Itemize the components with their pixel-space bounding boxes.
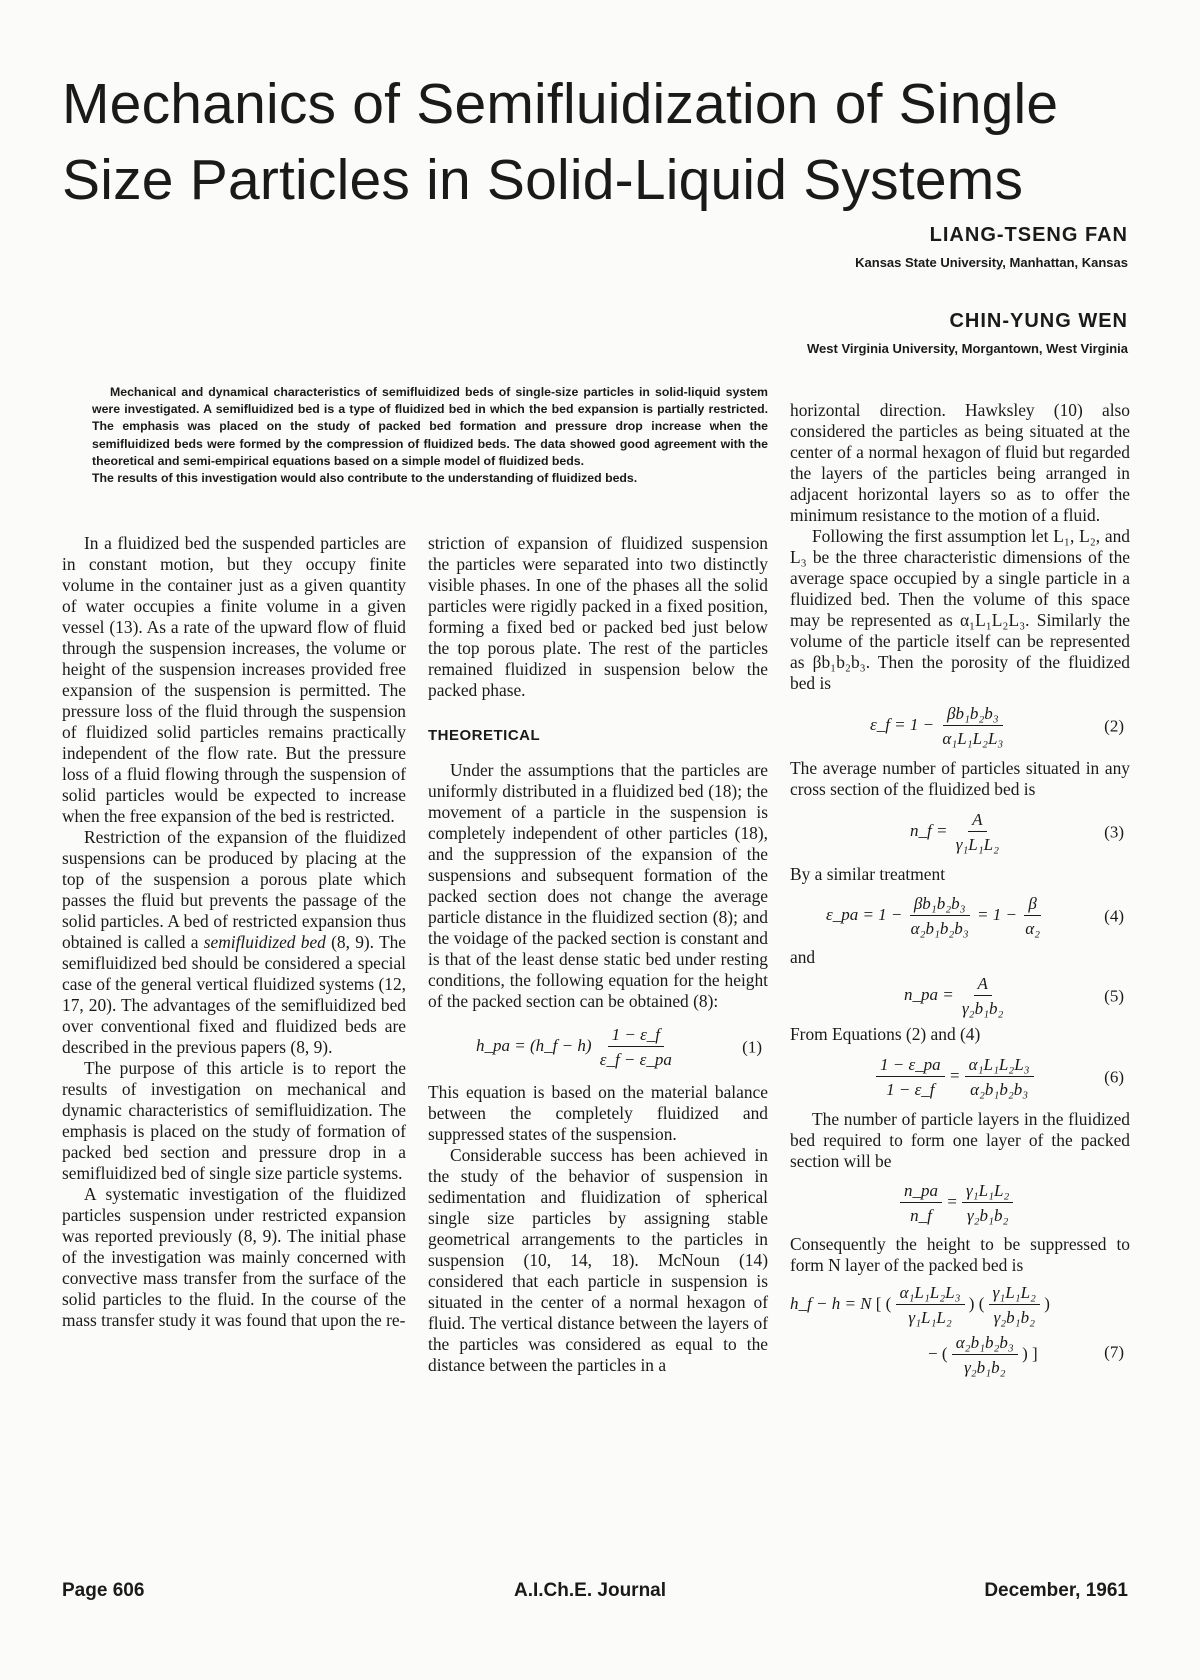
paragraph: Consequently the height to be suppressed to form N layer of the packed bed is — [790, 1234, 1130, 1275]
section-heading: THEORETICAL — [428, 727, 541, 744]
equation-1: h_pa = (h_f − h) $\frac{1 - \varepsilon\_f}{\varepsilon\_f - \varepsilon\_pa}$ (1) — [476, 1025, 762, 1069]
equation-6: $\frac{1 - \varepsilon\_pa}{1 - \varepsilon\_f}$ = $\frac{\text{α₁L₁L₂L₃}}{\text{α₂b₁b₂b₃}}$ (6) — [790, 1045, 1130, 1109]
paragraph: Restriction of the expansion of the fluidized suspensions can be produced by placing at the top of the suspension a porous plate which passes the fluid but prevents the passage of the solid particles. A bed of restricted expansion thus obtained is called a semifluidized bed (8, 9). The semifluidized bed should be considered a special case of the general vertical fluidized systems (12, 17, 20). The advantages of the semifluidized bed over conventional fixed and fluidized beds are described in the previous papers (8, 9). — [62, 827, 407, 1057]
column-1 — [62, 533, 406, 1331]
abstract — [92, 384, 768, 487]
paragraph: The average number of particles situated in any cross section of the fluidized bed is — [790, 758, 1130, 799]
author-affiliation: Kansas State University, Manhattan, Kansas — [855, 255, 1128, 270]
abstract-main: Mechanical and dynamical characteristics of semifluidized beds of single-size particles in solid-liquid system were investigated. A semifluidized bed is a type of fluidized bed in which the bed expansion is partially restricted. The emphasis was placed on the study of packed bed formation and pressure drop increase when the semifluidized beds were formed by the compression of fluidized beds. The data showed good agreement with the theoretical and semi-empirical equations based on a simple model of fluidized beds. — [92, 385, 768, 468]
abstract-last: The results of this investigation would also contribute to the understanding of fluidized beds. — [92, 471, 638, 486]
paragraph: Under the assumptions that the particles are uniformly distributed in a fluidized bed (18); the movement of a particle in the suspension is completely independent of other particles (18), and the suppression of the expansion of the suspensions and subsequent formation of the packed section does not change the average particle distance in the fluidized section (8); and the voidage of the packed section is constant and is that of the least dense static bed under resting conditions, the following equation for the height of the packed section can be obtained (8): — [428, 760, 768, 1011]
paragraph: Following the first assumption let L₁, L₂, and L₃ be the three characteristic dimensions of the average space occupied by a single particle in a fluidized bed. Then the volume of this space may be represented as α₁L₁L₂L₃. Similarly the volume of the particle itself can be represented as βb₁b₂b₃. Then the porosity of the fluidized bed is — [790, 526, 1130, 693]
issue-date: December, 1961 — [984, 1580, 1128, 1601]
paragraph: This equation is based on the material balance between the completely fluidized and suppressed states of the suspension. — [428, 1082, 768, 1144]
paragraph: From Equations (2) and (4) — [790, 1024, 981, 1044]
paragraph: Considerable success has been achieved in the study of the behavior of suspension in sedimentation and fluidization of spherical single size particles by assigning stable geometrical arrangements to the particles in suspension (10, 14, 18). McNoun (14) considered that each particle in suspension is situated in the center of a normal hexagon of fluid. The vertical distance between the layers of the particles was considered as equal to the distance between the particles in a — [428, 1145, 768, 1375]
paragraph: striction of expansion of fluidized suspension the particles were separated into two distinctly visible phases. In one of the phases all the solid particles were rigidly packed in a fixed position, forming a fixed bed or packed bed just below the top porous plate. The rest of the particles remained fluidized in suspension below the packed phase. — [428, 533, 768, 700]
equation-7: h_f − h = N [ ( $\frac{\text{α₁L₁L₂L₃}}{\text{γ₁L₁L₂}}$ ) ( $\frac{\text{γ₁L₁L₂}}{\text{γ₂b₁b₂}}$ ) − ( $\frac{\text{α₂b₁b₂b₃}}{\text{γ₂b₁b₂}}$ ) ] (7) — [790, 1283, 1124, 1377]
journal-name: A.I.Ch.E. Journal — [514, 1580, 667, 1601]
paragraph: By a similar treatment — [790, 864, 946, 884]
equation-4: ε_pa = 1 − $\frac{\text{βb₁b₂b₃}}{\text{α₂b₁b₂b₃}}$ = 1 − $\frac{\beta}{\text{α₂}}$ (4) — [826, 894, 1124, 938]
equation-5: n_pa = $\frac{A}{\text{γ₂b₁b₂}}$ (5) — [904, 974, 1124, 1018]
page-number: Page 606 — [62, 1580, 145, 1601]
paragraph: In a fluidized bed the suspended particles are in constant motion, but they occupy finite volume in the container just as a given quantity of water occupies a finite volume in a given vessel (13). As a rate of the upward flow of fluid through the suspension increases, the volume or height of the suspension increases provided free expansion of the suspension is permitted. The pressure loss of the fluid through the suspension of fluidized solid particles remains practically independent of the flow rate. But the pressure loss of a fluid flowing through the suspension of solid particles would be expected to increase when the free expansion of the bed is restricted. — [62, 533, 406, 826]
equation-2: ε_f = 1 − $\frac{\text{βb₁b₂b₃}}{\text{α₁L₁L₂L₃}}$ (2) — [870, 704, 1124, 748]
article-title: Mechanics of Semifluidization of Single Size Particles in Solid-Liquid Systems — [62, 72, 1059, 212]
paragraph: The number of particle layers in the fluidized bed required to form one layer of the packed section will be — [790, 1109, 1130, 1171]
author-name: LIANG-TSENG FAN — [929, 224, 1128, 246]
author-name: CHIN-YUNG WEN — [949, 310, 1128, 332]
equation-3: n_f = $\frac{A}{\text{γ₁L₁L₂}}$ (3) — [910, 810, 1124, 854]
author-affiliation: West Virginia University, Morgantown, West Virginia — [807, 341, 1128, 356]
paragraph: A systematic investigation of the fluidized particles suspension under restricted expansion was reported previously (8, 9). The initial phase of the investigation was mainly concerned with convective mass transfer from the surface of the solid particles to the fluid. In the course of the mass transfer study it was found that upon the re- — [62, 1184, 406, 1330]
paragraph: horizontal direction. Hawksley (10) also considered the particles as being situated at the center of a normal hexagon of fluid but regarded the layers of the particles being arranged in adjacent horizontal layers so as to offer the minimum resistance to the motion of a fluid. — [790, 400, 1130, 525]
paragraph: and — [790, 947, 816, 967]
column-2 — [428, 533, 768, 1376]
column-3 — [790, 400, 1130, 1380]
paragraph: The purpose of this article is to report the results of investigation on mechanical and dynamic characteristics of semifluidization. The emphasis is placed on the study of formation of packed bed section and pressure drop in a semifluidized bed of single size particle systems. — [62, 1058, 406, 1183]
equation-ratio: $\frac{n\_pa}{n\_f}$ = $\frac{\text{γ₁L₁L₂}}{\text{γ₂b₁b₂}}$ — [790, 1172, 1130, 1234]
